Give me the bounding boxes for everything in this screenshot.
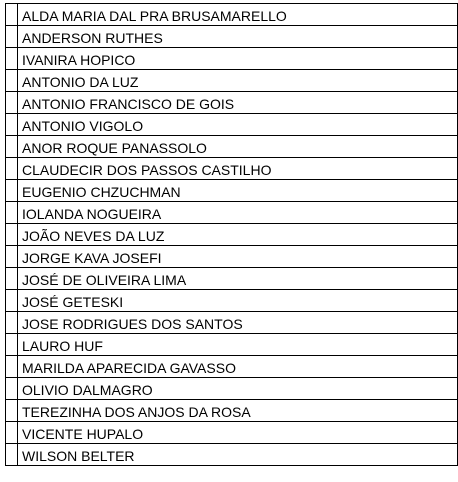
name-cell: ANTONIO DA LUZ [18,70,458,92]
name-cell: JOSE RODRIGUES DOS SANTOS [18,312,458,334]
name-cell: LAURO HUF [18,334,458,356]
row-gutter-cell [6,268,18,290]
row-gutter-cell [6,26,18,48]
table-row [6,180,458,202]
row-gutter-cell [6,400,18,422]
name-cell: CLAUDECIR DOS PASSOS CASTILHO [18,158,458,180]
row-gutter-cell [6,334,18,356]
name-cell: JOSÉ DE OLIVEIRA LIMA [18,268,458,290]
row-gutter-cell [6,422,18,444]
name-cell: OLIVIO DALMAGRO [18,378,458,400]
table-row [6,70,458,92]
table-row [6,26,458,48]
table-row [6,202,458,224]
table-row [6,378,458,400]
table-row [6,246,458,268]
row-gutter-cell [6,224,18,246]
name-cell: ANOR ROQUE PANASSOLO [18,136,458,158]
table-row [6,312,458,334]
row-gutter-cell [6,48,18,70]
table-row [6,224,458,246]
row-gutter-cell [6,4,18,26]
name-cell: TEREZINHA DOS ANJOS DA ROSA [18,400,458,422]
name-cell: JORGE KAVA JOSEFI [18,246,458,268]
name-cell: IVANIRA HOPICO [18,48,458,70]
table-row [6,400,458,422]
name-cell: EUGENIO CHZUCHMAN [18,180,458,202]
row-gutter-cell [6,202,18,224]
name-cell: IOLANDA NOGUEIRA [18,202,458,224]
name-cell: VICENTE HUPALO [18,422,458,444]
row-gutter-cell [6,114,18,136]
row-gutter-cell [6,356,18,378]
names-table [5,3,458,466]
table-row [6,422,458,444]
row-gutter-cell [6,444,18,466]
name-cell: ANTONIO VIGOLO [18,114,458,136]
table-row [6,48,458,70]
table-row [6,114,458,136]
name-cell: MARILDA APARECIDA GAVASSO [18,356,458,378]
table-row [6,444,458,466]
row-gutter-cell [6,246,18,268]
table-row [6,158,458,180]
table-row [6,268,458,290]
row-gutter-cell [6,70,18,92]
name-cell: JOSÉ GETESKI [18,290,458,312]
names-table-body [6,4,458,466]
name-cell: JOÃO NEVES DA LUZ [18,224,458,246]
row-gutter-cell [6,158,18,180]
table-row [6,290,458,312]
name-cell: ANDERSON RUTHES [18,26,458,48]
table-row [6,4,458,26]
name-cell: ANTONIO FRANCISCO DE GOIS [18,92,458,114]
row-gutter-cell [6,312,18,334]
table-row [6,136,458,158]
row-gutter-cell [6,378,18,400]
row-gutter-cell [6,92,18,114]
row-gutter-cell [6,136,18,158]
table-row [6,356,458,378]
table-row [6,334,458,356]
row-gutter-cell [6,290,18,312]
name-cell: ALDA MARIA DAL PRA BRUSAMARELLO [18,4,458,26]
table-row [6,92,458,114]
row-gutter-cell [6,180,18,202]
name-cell: WILSON BELTER [18,444,458,466]
